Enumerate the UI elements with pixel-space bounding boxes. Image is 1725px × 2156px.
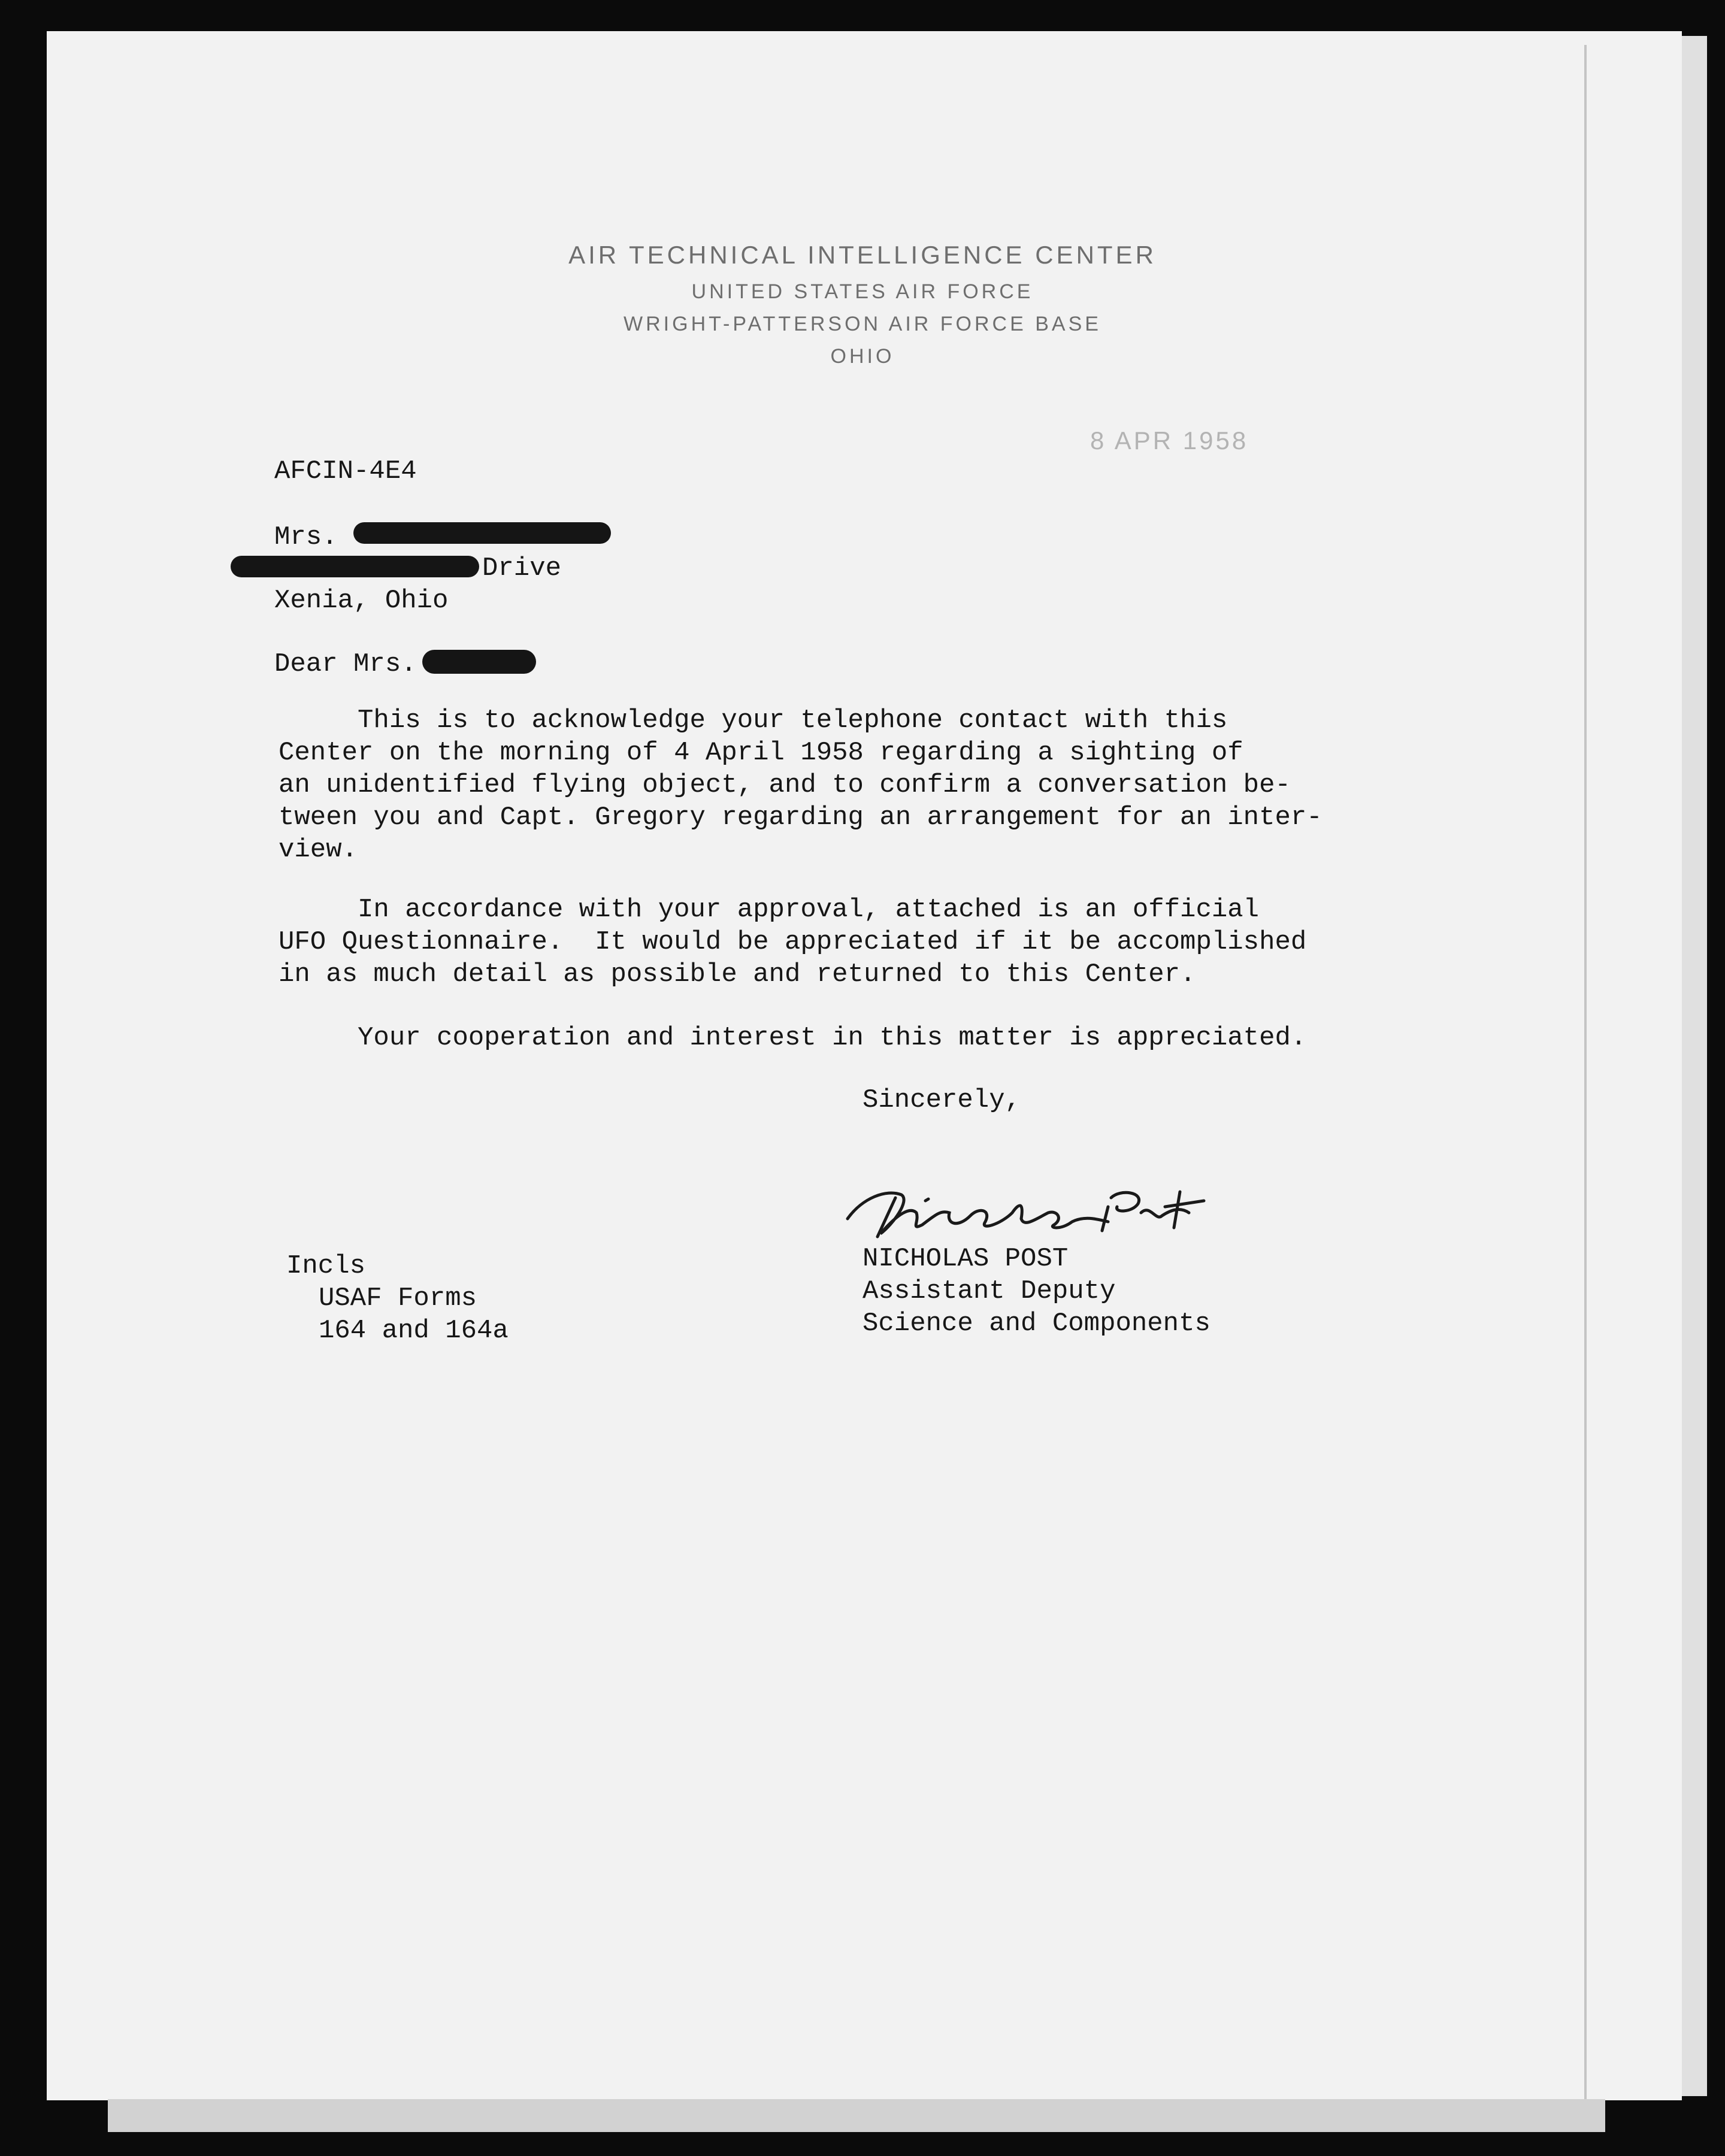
letterhead-branch: UNITED STATES AIR FORCE bbox=[691, 280, 1034, 303]
salutation: Dear Mrs. bbox=[274, 649, 417, 679]
body-p1-line-5: view. bbox=[279, 835, 358, 865]
signer-title-1: Assistant Deputy bbox=[862, 1276, 1116, 1306]
redaction-salutation bbox=[422, 650, 536, 674]
letterhead-base: WRIGHT-PATTERSON AIR FORCE BASE bbox=[624, 313, 1101, 335]
address-city: Xenia, Ohio bbox=[274, 586, 449, 616]
body-p3: Your cooperation and interest in this matter is appreciated. bbox=[279, 1023, 1307, 1053]
enclosures-line-2: 164 and 164a bbox=[319, 1316, 509, 1346]
address-street-suffix: Drive bbox=[482, 553, 562, 583]
body-p1-line-4: tween you and Capt. Gregory regarding an arrangement for an inter- bbox=[279, 803, 1322, 832]
address-prefix: Mrs. bbox=[274, 522, 338, 552]
enclosures-heading: Incls bbox=[286, 1251, 366, 1281]
letter-page bbox=[47, 31, 1682, 2100]
enclosures-line-1: USAF Forms bbox=[319, 1283, 477, 1313]
body-p2-line-3: in as much detail as possible and returned to this Center. bbox=[279, 959, 1196, 989]
page-bottom-shadow bbox=[108, 2099, 1605, 2132]
date-stamp: 8 APR 1958 bbox=[1090, 426, 1249, 455]
redaction-street bbox=[231, 556, 479, 577]
body-p1-line-3: an unidentified flying object, and to confirm a conversation be- bbox=[279, 770, 1291, 800]
body-p2-line-1: In accordance with your approval, attached is an official bbox=[279, 895, 1260, 925]
signer-name: NICHOLAS POST bbox=[862, 1244, 1069, 1274]
office-symbol: AFCIN-4E4 bbox=[274, 456, 417, 486]
body-p2-line-2: UFO Questionnaire. It would be appreciated if it be accomplished bbox=[279, 927, 1307, 957]
letterhead-org: AIR TECHNICAL INTELLIGENCE CENTER bbox=[568, 241, 1157, 269]
body-p1-line-1: This is to acknowledge your telephone contact with this bbox=[279, 705, 1228, 735]
letterhead-state: OHIO bbox=[830, 345, 895, 368]
handwritten-signature bbox=[845, 1177, 1216, 1243]
body-p1-line-2: Center on the morning of 4 April 1958 regarding a sighting of bbox=[279, 738, 1243, 768]
closing: Sincerely, bbox=[862, 1085, 1021, 1115]
redaction-name bbox=[353, 522, 611, 544]
signer-title-2: Science and Components bbox=[862, 1309, 1210, 1339]
